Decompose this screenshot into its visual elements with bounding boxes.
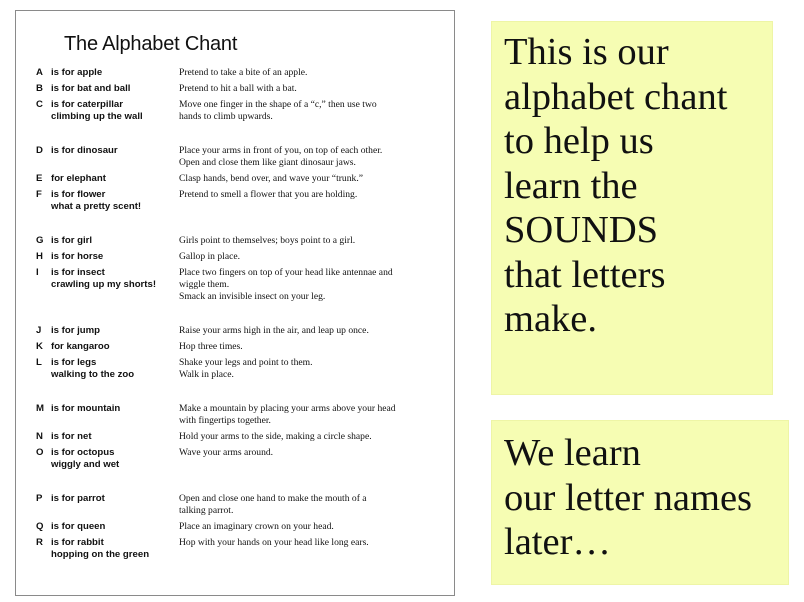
note-sounds [491,21,773,395]
chant-action [179,251,434,263]
chant-row-h [16,251,454,263]
chant-row-a [16,67,454,79]
chant-groups [16,67,454,583]
chant-action-line: Make a mountain by placing your arms above your head [179,403,396,414]
chant-phrase [51,403,179,415]
note-line: learn the [504,164,638,207]
chant-action [179,357,434,381]
chant-letter: C [36,99,43,110]
chant-phrase [51,493,179,505]
chant-phrase [51,173,179,185]
chant-letter: J [36,325,42,336]
chant-action-line: hands to climb upwards. [179,111,273,122]
chant-action-line: Place your arms in front of you, on top of each other. [179,145,383,156]
chant-phrase [51,341,179,353]
chant-phrase-line: for kangaroo [51,341,110,352]
chant-row-i [16,267,454,303]
chant-phrase [51,537,179,561]
chant-phrase-line: is for rabbit [51,537,104,548]
chant-action-line: Raise your arms high in the air, and leap up once. [179,325,369,336]
chant-phrase [51,99,179,123]
chant-group [16,145,454,213]
chant-letter: R [36,537,43,548]
chant-letter: D [36,145,43,156]
chant-action-line: Hold your arms to the side, making a circle shape. [179,431,372,442]
chant-group [16,325,454,381]
chant-letter: B [36,83,43,94]
alphabet-chant-sheet [15,10,455,596]
chant-phrase-line: climbing up the wall [51,111,143,122]
chant-row-e [16,173,454,185]
chant-phrase [51,357,179,381]
chant-phrase [51,67,179,79]
chant-letter: G [36,235,44,246]
chant-phrase-line: is for apple [51,67,103,78]
chant-action-line: Move one finger in the shape of a “c,” then use two [179,99,377,110]
chant-action-line: Hop with your hands on your head like long ears. [179,537,369,548]
chant-row-d [16,145,454,169]
chant-phrase [51,189,179,213]
chant-phrase-line: is for flower [51,189,106,200]
note-line: to help us [504,120,654,162]
chant-row-k [16,341,454,353]
chant-letter: M [36,403,44,414]
chant-action-line: Open and close them like giant dinosaur jaws. [179,157,356,168]
chant-row-p [16,493,454,517]
chant-phrase [51,447,179,471]
chant-phrase [51,235,179,247]
note-line: This is our [504,31,669,73]
chant-row-l [16,357,454,381]
chant-phrase-line: is for legs [51,357,97,368]
chant-action-line: Hop three times. [179,341,243,352]
note-letter-names [491,420,789,585]
chant-letter: H [36,251,43,262]
chant-action-line: with fingertips together. [179,415,271,426]
chant-phrase-line: is for octopus [51,447,115,458]
chant-action-line: Girls point to themselves; boys point to a girl. [179,235,356,246]
chant-phrase [51,83,179,95]
chant-row-r [16,537,454,561]
chant-phrase-line: is for queen [51,521,106,532]
chant-action [179,235,434,247]
chant-phrase [51,267,179,291]
chant-letter: I [36,267,39,278]
chant-phrase-line: is for net [51,431,92,442]
chant-letter: A [36,67,43,78]
chant-phrase-line: is for mountain [51,403,121,414]
chant-action [179,267,434,303]
chant-action [179,173,434,185]
chant-group [16,67,454,123]
chant-action [179,325,434,337]
note-line: SOUNDS [504,209,659,251]
chant-row-j [16,325,454,337]
chant-phrase-line: what a pretty scent! [51,201,142,212]
chant-action-line: Smack an invisible insect on your leg. [179,291,326,302]
chant-row-q [16,521,454,533]
chant-phrase-line: is for girl [51,235,93,246]
chant-action-line: wiggle them. [179,279,230,290]
chant-action-line: Shake your legs and point to them. [179,357,313,368]
chant-letter: O [36,447,44,458]
chant-action [179,189,434,201]
chant-action [179,341,434,353]
chant-action-line: Place an imaginary crown on your head. [179,521,334,532]
chant-letter: P [36,493,43,504]
note-line: make. [504,298,597,340]
note-line: We learn [504,432,641,474]
chant-action-line: Pretend to smell a flower that you are holding. [179,189,358,200]
chant-phrase [51,325,179,337]
note-line: later… [504,521,611,563]
chant-action [179,403,434,427]
chant-phrase-line: crawling up my shorts! [51,279,157,290]
chant-row-m [16,403,454,427]
chant-action [179,493,434,517]
chant-letter: N [36,431,43,442]
note-line: our letter names [504,476,753,519]
chant-letter: L [36,357,42,368]
chant-letter: Q [36,521,44,532]
chant-phrase-line: is for caterpillar [51,99,123,110]
chant-phrase-line: is for jump [51,325,101,336]
chant-row-o [16,447,454,471]
chant-phrase-line: walking to the zoo [51,369,135,380]
chant-phrase-line: is for parrot [51,493,105,504]
chant-action-line: Place two fingers on top of your head like antennae and [179,267,393,278]
chant-phrase-line: hopping on the green [51,549,150,560]
chant-phrase-line: is for bat and ball [51,83,131,94]
note-line: alphabet chant [504,75,728,118]
chant-action [179,431,434,443]
chant-row-g [16,235,454,247]
chant-action [179,521,434,533]
chant-phrase [51,431,179,443]
chant-phrase [51,145,179,157]
chant-action-line: Walk in place. [179,369,234,380]
chant-action-line: Pretend to take a bite of an apple. [179,67,308,78]
chant-letter: K [36,341,43,352]
chant-group [16,235,454,303]
chant-action [179,67,434,79]
chant-action-line: Clasp hands, bend over, and wave your “trunk.” [179,173,363,184]
chant-group [16,403,454,471]
chant-action [179,447,434,459]
note-line: that letters [504,253,666,296]
chant-row-c [16,99,454,123]
chant-letter: F [36,189,42,200]
chant-action-line: talking parrot. [179,505,234,516]
sheet-title: The Alphabet Chant [64,33,238,55]
chant-row-n [16,431,454,443]
chant-action-line: Open and close one hand to make the mouth of a [179,493,367,504]
chant-action-line: Gallop in place. [179,251,241,262]
chant-letter: E [36,173,43,184]
chant-phrase-line: is for insect [51,267,105,278]
chant-group [16,493,454,561]
chant-phrase-line: is for dinosaur [51,145,118,156]
chant-phrase-line: for elephant [51,173,106,184]
chant-action [179,99,434,123]
chant-row-f [16,189,454,213]
chant-phrase [51,521,179,533]
chant-row-b [16,83,454,95]
chant-phrase-line: wiggly and wet [51,459,120,470]
chant-action-line: Pretend to hit a ball with a bat. [179,83,297,94]
chant-phrase-line: is for horse [51,251,104,262]
chant-action-line: Wave your arms around. [179,447,274,458]
chant-action [179,83,434,95]
chant-action [179,145,434,169]
chant-action [179,537,434,549]
chant-phrase [51,251,179,263]
